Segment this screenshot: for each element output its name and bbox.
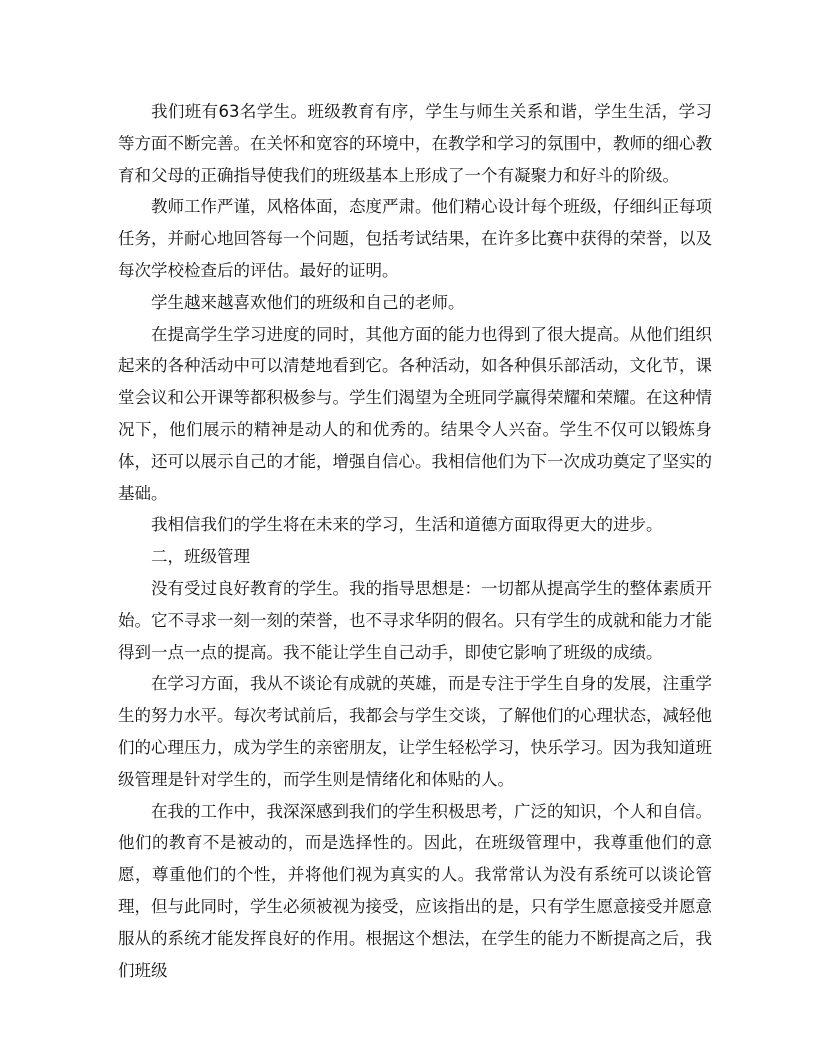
document-body [118, 96, 712, 986]
paragraph-class-overview: 我们班有63名学生。班级教育有序，学生与师生关系和谐，学生生活，学习等方面不断完善。在关怀和宽容的环境中，在教学和学习的氛围中，教师的细心教育和父母的正确指导使我们的班级基本上形成了一个有凝聚力和好斗的阶级。 [118, 102, 712, 185]
paragraph-learning-approach: 在学习方面，我从不谈论有成就的英雄，而是专注于学生自身的发展，注重学生的努力水平。每次考试前后，我都会与学生交谈，了解他们的心理状态，减轻他们的心理压力，成为学生的亲密朋友，让学生轻松学习，快乐学习。因为我知道班级管理是针对学生的，而学生则是情绪化和体贴的人。 [118, 674, 712, 789]
paragraph-activities: 在提高学生学习进度的同时，其他方面的能力也得到了很大提高。从他们组织起来的各种活动中可以清楚地看到它。各种活动，如各种俱乐部活动，文化节，课堂会议和公开课等都积极参与。学生们渴望为全班同学赢得荣耀和荣耀。在这种情况下，他们展示的精神是动人的和优秀的。结果令人兴奋。学生不仅可以锻炼身体，还可以展示自己的才能，增强自信心。我相信他们为下一次成功奠定了坚实的基础。 [118, 324, 712, 503]
paragraph-students-like-class: 学生越来越喜欢他们的班级和自己的老师。 [151, 292, 465, 312]
section-heading-class-management: 二，班级管理 [151, 547, 250, 567]
paragraph-teacher-work: 教师工作严谨，风格体面，态度严肃。他们精心设计每个班级，仔细纠正每项任务，并耐心地回答每一个问题，包括考试结果，在许多比赛中获得的荣誉，以及每次学校检查后的评估。最好的证明。 [118, 197, 712, 280]
paragraph-future-progress: 我相信我们的学生将在未来的学习，生活和道德方面取得更大的进步。 [151, 515, 663, 535]
paragraph-work-reflection: 在我的工作中，我深深感到我们的学生积极思考，广泛的知识，个人和自信。他们的教育不是被动的，而是选择性的。因此，在班级管理中，我尊重他们的意愿，尊重他们的个性，并将他们视为真实的人。我常常认为没有系统可以谈论管理，但与此同时，学生必须被视为接受，应该指出的是，只有学生愿意接受并愿意服从的系统才能发挥良好的作用。根据这个想法，在学生的能力不断提高之后，我们班级 [118, 801, 712, 980]
paragraph-guiding-idea: 没有受过良好教育的学生。我的指导思想是：一切都从提高学生的整体素质开始。它不寻求一刻一刻的荣誉，也不寻求华阴的假名。只有学生的成就和能力才能得到一点一点的提高。我不能让学生自己动手，即使它影响了班级的成绩。 [118, 578, 712, 662]
